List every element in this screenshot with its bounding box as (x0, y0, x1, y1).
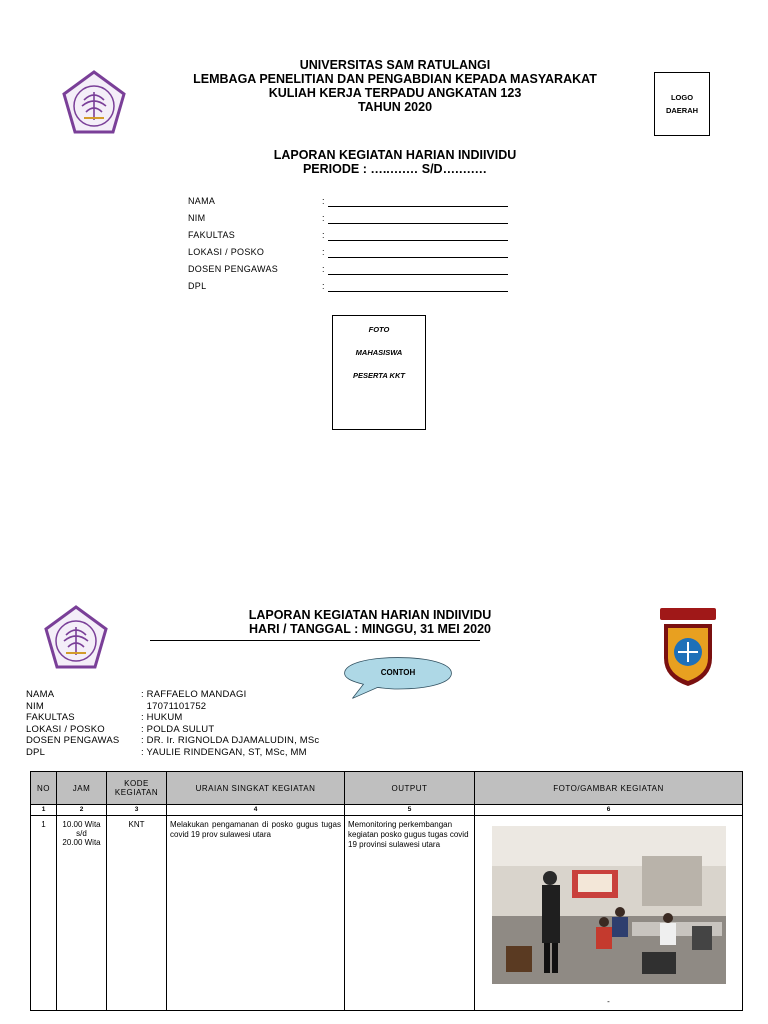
report-title-text: LAPORAN KEGIATAN HARIAN INDIIVIDU (248, 608, 492, 622)
cell-foto (475, 816, 743, 1011)
header-program: KULIAH KERJA TERPADU ANGKATAN 123 (268, 86, 522, 100)
col-number: 6 (475, 805, 743, 816)
field-blank-line[interactable] (328, 240, 508, 241)
activity-photo (492, 826, 726, 984)
title-underline (150, 640, 480, 641)
cover-periode: PERIODE : …..….… S/D….….… (302, 162, 488, 176)
field-value: 17071101752 (141, 700, 207, 712)
field-value: : YAULIE RINDENGAN, ST, MSc, MM (141, 746, 307, 758)
university-seal-logo (60, 70, 128, 138)
field-label: DOSEN PENGAWAS (26, 735, 120, 746)
table-header-row (31, 772, 743, 805)
field-label: DOSEN PENGAWAS (188, 264, 279, 274)
cell-jam (57, 816, 107, 1011)
report-date-line: HARI / TANGGAL : MINGGU, 31 MEI 2020 (249, 622, 491, 636)
col-number: 1 (31, 805, 57, 816)
field-value: : HUKUM (141, 712, 183, 723)
field-value: : DR. Ir. RIGNOLDA DJAMALUDIN, MSc (141, 735, 320, 746)
col-header-kode: KODE KEGIATAN (107, 772, 167, 805)
jam-start: 10.00 Wita (62, 820, 101, 829)
field-label: LOKASI / POSKO (26, 723, 105, 735)
field-label: DPL (26, 746, 46, 758)
field-label: NIM (26, 700, 45, 712)
field-label: NAMA (188, 196, 216, 206)
field-colon: : (322, 281, 325, 291)
col-number: 5 (345, 805, 475, 816)
field-colon: : (322, 196, 325, 206)
photo-box-line1: FOTO (368, 325, 390, 334)
header-institute: LEMBAGA PENELITIAN DAN PENGABDIAN KEPADA MASYARAKAT (193, 72, 597, 86)
field-value: : RAFFAELO MANDAGI (141, 689, 247, 700)
jam-end: 20.00 Wita (62, 838, 101, 847)
cell-uraian: Melakukan pengamanan di posko gugus tugas covid 19 prov sulawesi utara (167, 816, 345, 1011)
example-callout-bubble (328, 656, 468, 700)
student-photo-placeholder (332, 315, 426, 430)
cell-output: Memonitoring perkembangan kegiatan posko gugus tugas covid 19 provinsi sulawesi utara (345, 816, 475, 1011)
field-blank-line[interactable] (328, 206, 508, 207)
activity-table (30, 771, 743, 1011)
institution-header (150, 58, 640, 114)
logo-daerah-line2: DAERAH (665, 106, 699, 115)
col-number: 4 (167, 805, 345, 816)
field-blank-line[interactable] (328, 257, 508, 258)
field-colon: : (322, 247, 325, 257)
field-colon: : (322, 230, 325, 240)
cover-title (190, 148, 600, 176)
column-number-row (31, 805, 743, 816)
cell-kode: KNT (107, 816, 167, 1011)
col-number: 2 (57, 805, 107, 816)
field-value: : POLDA SULUT (141, 723, 215, 735)
field-label: FAKULTAS (26, 712, 75, 723)
col-header-no: NO (31, 772, 57, 805)
field-colon: : (322, 264, 325, 274)
photo-note: - (607, 997, 610, 1006)
university-seal-logo-2 (42, 605, 110, 673)
header-university: UNIVERSITAS SAM RATULANGI (299, 58, 491, 72)
col-header-jam: JAM (57, 772, 107, 805)
cell-no: 1 (31, 816, 57, 1011)
field-colon: : (322, 213, 325, 223)
field-label: NIM (188, 213, 206, 223)
col-header-output: OUTPUT (345, 772, 475, 805)
logo-daerah-placeholder (654, 72, 710, 136)
logo-daerah-line1: LOGO (670, 93, 694, 102)
field-label: FAKULTAS (188, 230, 236, 240)
jam-separator: s/d (76, 829, 87, 838)
col-header-uraian: URAIAN SINGKAT KEGIATAN (167, 772, 345, 805)
report-title (190, 608, 550, 636)
field-label: DPL (188, 281, 207, 291)
field-blank-line[interactable] (328, 274, 508, 275)
cover-report-title: LAPORAN KEGIATAN HARIAN INDIIVIDU (273, 148, 517, 162)
field-blank-line[interactable] (328, 223, 508, 224)
field-blank-line[interactable] (328, 291, 508, 292)
table-row (31, 816, 743, 1011)
photo-box-line2: MAHASISWA (355, 348, 403, 357)
field-label: NAMA (26, 689, 55, 700)
col-header-foto: FOTO/GAMBAR KEGIATAN (475, 772, 743, 805)
example-callout-text: CONTOH (380, 668, 416, 677)
photo-box-line3: PESERTA KKT (353, 371, 405, 380)
field-label: LOKASI / POSKO (188, 247, 265, 257)
header-year: TAHUN 2020 (357, 100, 433, 114)
police-badge-icon (656, 606, 720, 688)
col-number: 3 (107, 805, 167, 816)
